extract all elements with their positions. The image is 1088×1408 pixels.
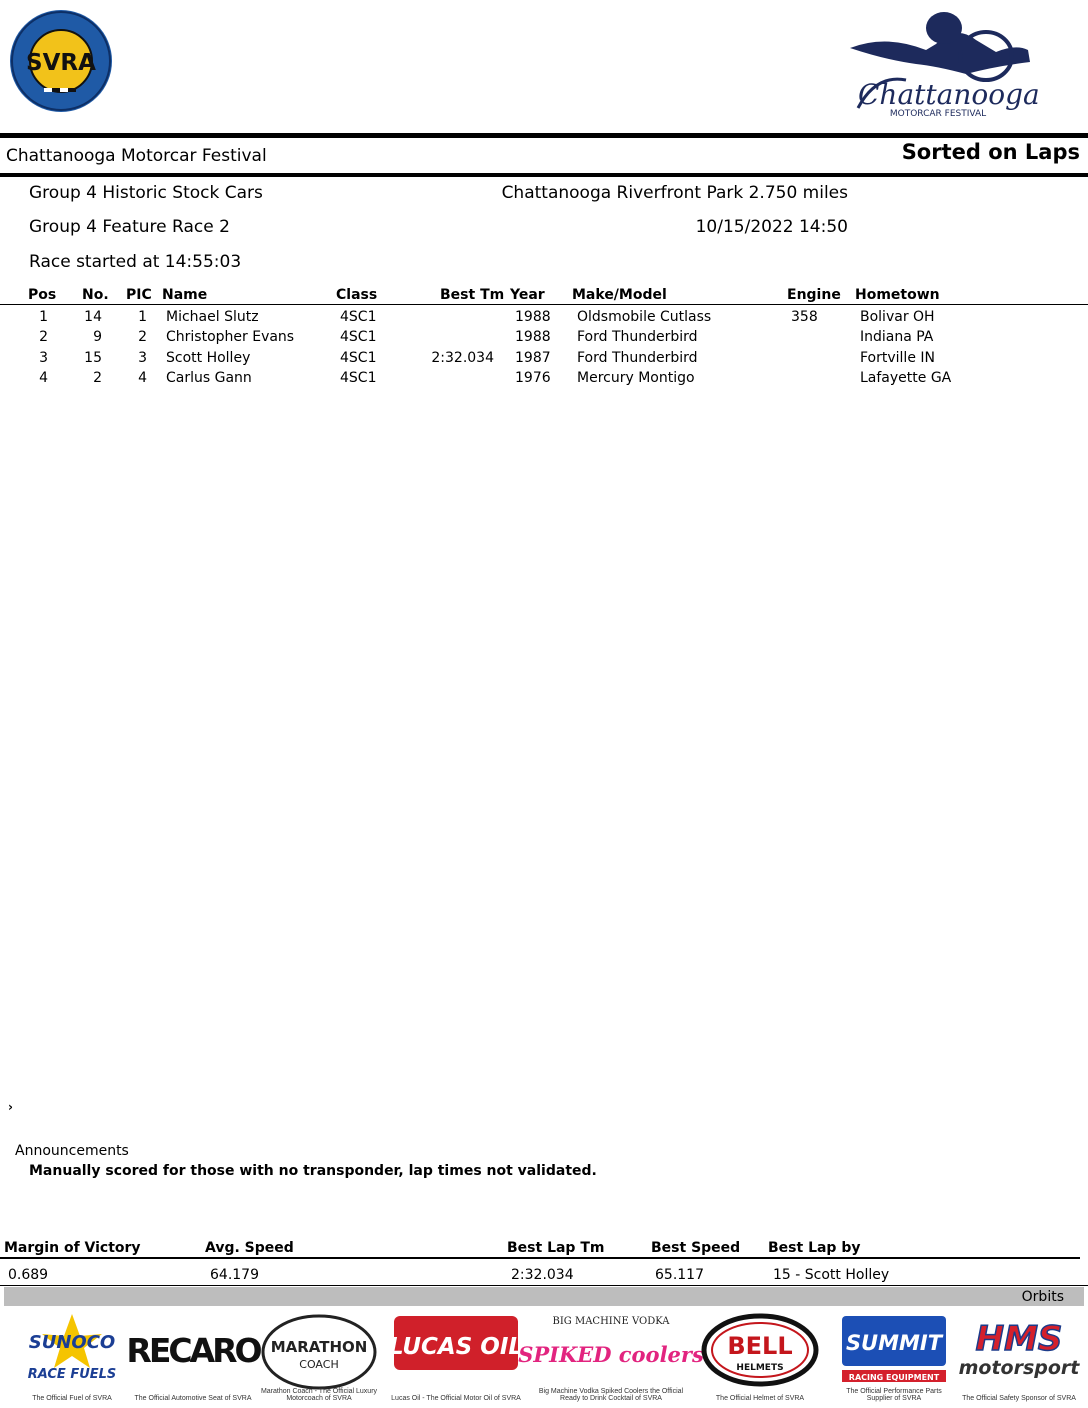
col-header-year: Year — [510, 287, 545, 303]
car-number-cell: 15 — [84, 350, 102, 366]
class-cell: 4SC1 — [340, 309, 377, 325]
year-cell: 1988 — [515, 309, 551, 325]
driver-name-cell: Carlus Gann — [166, 370, 252, 386]
summit-name: SUMMIT — [845, 1331, 943, 1355]
driver-name-cell: Michael Slutz — [166, 309, 259, 325]
class-cell: 4SC1 — [340, 329, 377, 345]
sponsor-spiked-coolers — [518, 1310, 704, 1406]
header-top-rule — [0, 133, 1088, 138]
pos-cell: 3 — [39, 350, 48, 366]
driver-name-cell: Christopher Evans — [166, 329, 295, 345]
sort-label: Sorted on Laps — [901, 140, 1080, 164]
make-model-cell: Ford Thunderbird — [577, 350, 698, 366]
col-header-name: Name — [162, 287, 208, 303]
col-header-no: No. — [82, 287, 109, 303]
table-row — [0, 370, 1088, 390]
chattanooga-festival-logo — [846, 4, 1038, 120]
make-model-cell: Mercury Montigo — [577, 370, 695, 386]
car-number-cell: 14 — [84, 309, 102, 325]
year-cell: 1988 — [515, 329, 551, 345]
sponsor-caption: The Official Automotive Seat of SVRA — [134, 1395, 252, 1402]
hms-name: HMS — [975, 1319, 1063, 1359]
table-header-rule — [0, 304, 1088, 305]
table-row — [0, 309, 1088, 329]
summit-racing-logo — [836, 1310, 952, 1390]
sponsor-summit-racing — [836, 1310, 952, 1406]
lucas-oil-name: LUCAS OIL — [388, 1334, 524, 1360]
recaro-logo — [126, 1310, 260, 1390]
col-header-pos: Pos — [28, 287, 57, 303]
svra-logo-text: SVRA — [26, 50, 96, 76]
lucas-oil-logo — [386, 1310, 526, 1390]
make-model-cell: Oldsmobile Cutlass — [577, 309, 712, 325]
summary-avg-speed-value: 64.179 — [210, 1267, 259, 1283]
announcements-title: Announcements — [15, 1143, 129, 1159]
event-name: Chattanooga Motorcar Festival — [6, 146, 267, 166]
year-cell: 1987 — [515, 350, 551, 366]
engine-cell: 358 — [791, 309, 818, 325]
table-row — [0, 350, 1088, 370]
bell-name: BELL — [727, 1332, 793, 1360]
summary-header-best-speed: Best Speed — [651, 1240, 741, 1256]
sponsor-caption: The Official Helmet of SVRA — [715, 1395, 805, 1402]
hms-sub: motorsport — [958, 1357, 1080, 1379]
big-machine-name: BIG MACHINE VODKA — [552, 1316, 670, 1327]
sponsor-caption: Lucas Oil - The Official Motor Oil of SVRA — [391, 1395, 521, 1402]
marathon-sub: COACH — [299, 1358, 339, 1371]
session-name: Group 4 Feature Race 2 — [29, 217, 230, 237]
pos-cell: 4 — [39, 370, 48, 386]
announcements-text: Manually scored for those with no transponder, lap times not validated. — [29, 1163, 597, 1179]
chattanooga-script: Chattanooga — [858, 78, 1040, 111]
summary-header-best-lap-by: Best Lap by — [768, 1240, 861, 1256]
sponsor-caption: Big Machine Vodka Spiked Coolers the Official Ready to Drink Cocktail of SVRA — [538, 1388, 684, 1402]
make-model-cell: Ford Thunderbird — [577, 329, 698, 345]
col-header-class: Class — [336, 287, 378, 303]
summary-header-avg-speed: Avg. Speed — [205, 1240, 294, 1256]
track-name: Chattanooga Riverfront Park 2.750 miles — [501, 183, 848, 203]
hometown-cell: Indiana PA — [860, 329, 934, 345]
summit-sub: RACING EQUIPMENT — [848, 1373, 940, 1382]
hms-motorsport-logo — [954, 1310, 1084, 1390]
bell-helmets-logo — [698, 1310, 822, 1390]
bell-sub: HELMETS — [736, 1363, 784, 1373]
pos-cell: 2 — [39, 329, 48, 345]
col-header-pic: PIC — [126, 287, 152, 303]
hometown-cell: Fortville IN — [860, 350, 935, 366]
summary-best-lap-time-value: 2:32.034 — [511, 1267, 574, 1283]
group-name: Group 4 Historic Stock Cars — [29, 183, 263, 203]
sponsor-sunoco — [12, 1310, 132, 1406]
col-header-hometown: Hometown — [855, 287, 940, 303]
pos-cell: 1 — [39, 309, 48, 325]
sponsor-caption: The Official Performance Parts Supplier of SVRA — [846, 1388, 942, 1402]
sponsor-caption: The Official Fuel of SVRA — [32, 1395, 112, 1402]
marathon-name: MARATHON — [270, 1338, 368, 1356]
class-cell: 4SC1 — [340, 370, 377, 386]
sunoco-logo — [12, 1310, 132, 1390]
table-row — [0, 329, 1088, 349]
svra-logo — [8, 8, 114, 114]
sponsor-marathon-coach — [256, 1310, 382, 1406]
driver-name-cell: Scott Holley — [166, 350, 251, 366]
pic-cell: 1 — [138, 309, 147, 325]
summary-bottom-rule — [0, 1285, 1088, 1286]
summary-header-best-lap-time: Best Lap Tm — [507, 1240, 605, 1256]
sponsor-hms-motorsport — [954, 1310, 1084, 1406]
sponsor-caption: Marathon Coach - The Official Luxury Motorcoach of SVRA — [260, 1388, 378, 1402]
pic-cell: 4 — [138, 370, 147, 386]
hometown-cell: Bolivar OH — [860, 309, 935, 325]
sunoco-sub: RACE FUELS — [27, 1367, 117, 1382]
pic-cell: 3 — [138, 350, 147, 366]
car-number-cell: 2 — [93, 370, 102, 386]
race-start-time: Race started at 14:55:03 — [29, 252, 242, 272]
best-time-cell: 2:32.034 — [431, 350, 494, 366]
sponsor-recaro — [126, 1310, 260, 1406]
spiked-coolers-logo — [518, 1310, 704, 1390]
motorcar-festival-text: MOTORCAR FESTIVAL — [889, 109, 987, 119]
page-marker: › — [8, 1100, 13, 1114]
sponsor-bell-helmets — [698, 1310, 822, 1406]
header-bottom-rule — [0, 173, 1088, 177]
pic-cell: 2 — [138, 329, 147, 345]
footer-bar — [4, 1287, 1084, 1306]
recaro-name: RECARO — [126, 1331, 260, 1370]
summary-best-lap-by-value: 15 - Scott Holley — [773, 1267, 890, 1283]
col-header-best-time: Best Tm — [440, 287, 505, 303]
sunoco-name: SUNOCO — [28, 1332, 116, 1353]
col-header-make-model: Make/Model — [572, 287, 667, 303]
sponsor-lucas-oil — [386, 1310, 526, 1406]
spiked-sub: SPIKED coolers — [518, 1342, 704, 1367]
car-number-cell: 9 — [93, 329, 102, 345]
class-cell: 4SC1 — [340, 350, 377, 366]
summary-best-speed-value: 65.117 — [655, 1267, 704, 1283]
session-datetime: 10/15/2022 14:50 — [695, 217, 848, 237]
hometown-cell: Lafayette GA — [860, 370, 952, 386]
sponsor-caption: The Official Safety Sponsor of SVRA — [962, 1395, 1076, 1402]
orbits-label: Orbits — [1021, 1289, 1064, 1305]
summary-rule — [0, 1257, 1080, 1259]
marathon-coach-logo — [256, 1310, 382, 1390]
year-cell: 1976 — [515, 370, 551, 386]
summary-margin-value: 0.689 — [8, 1267, 49, 1283]
col-header-engine: Engine — [787, 287, 841, 303]
summary-header-margin: Margin of Victory — [4, 1240, 141, 1256]
